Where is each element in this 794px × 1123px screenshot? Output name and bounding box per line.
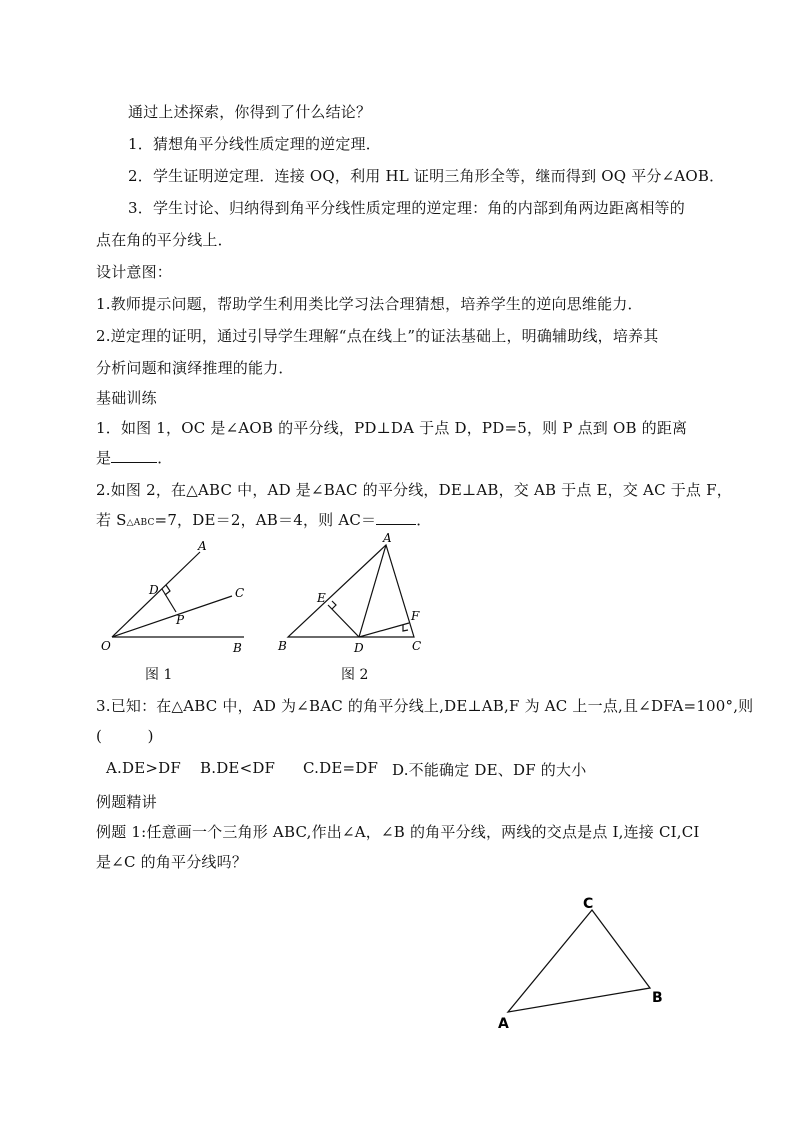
example-1-line-2: 是∠C 的角平分线吗？: [96, 853, 248, 871]
fig1-label-c: C: [235, 586, 245, 600]
figure-2-caption: 图 2: [341, 667, 369, 683]
fig1-label-d: D: [149, 583, 159, 597]
option-c: C.DE=DF: [303, 759, 379, 777]
q2-part-c: ．: [416, 511, 432, 529]
segment-df: [359, 623, 409, 637]
example-label-a: A: [498, 1016, 509, 1032]
right-angle-mark-e: [332, 601, 336, 609]
conclusion-item-1: 1．猜想角平分线性质定理的逆定理．: [128, 135, 381, 153]
conclusion-item-3: 3．学生讨论、归纳得到角平分线性质定理的逆定理：角的内部到角两边距离相等的: [128, 199, 685, 217]
answer-blank-1[interactable]: [111, 448, 157, 463]
question-1-line-1: 1．如图 1，OC 是∠AOB 的平分线，PD⊥DA 于点 D，PD=5，则 P 点到 OB 的距离: [96, 419, 688, 437]
q2-subscript: △ABC: [126, 518, 155, 528]
q1-suffix: ．: [157, 449, 173, 467]
answer-blank-2[interactable]: [376, 510, 416, 525]
fig1-label-a: A: [198, 539, 207, 553]
question-3-line-2: ( ): [96, 727, 154, 745]
conclusion-question: 通过上述探索，你得到了什么结论？: [128, 103, 372, 121]
right-angle-mark-d: [165, 585, 170, 595]
conclusion-item-2: 2．学生证明逆定理．连接 OQ，利用 HL 证明三角形全等，继而得到 OQ 平分∠AOB．: [128, 167, 725, 185]
question-2-line-2: [96, 509, 431, 530]
option-d: D.不能确定 DE、DF 的大小: [392, 761, 587, 779]
question-1-line-2: [96, 447, 172, 468]
example-heading: 例题精讲: [96, 793, 157, 811]
design-item-2-cont: 分析问题和演绎推理的能力．: [96, 359, 294, 377]
conclusion-item-3-cont: 点在角的平分线上．: [96, 231, 233, 249]
fig2-label-a: A: [383, 531, 392, 545]
segment-de: [328, 605, 359, 637]
fig2-label-b: B: [278, 639, 287, 653]
segment-dp: [162, 589, 176, 612]
segment-ad: [359, 545, 386, 637]
q2-part-b: =7，DE＝2，AB＝4，则 AC＝: [154, 511, 377, 529]
fig2-label-d: D: [354, 641, 364, 655]
example-1-line-1: 例题 1:任意画一个三角形 ABC,作出∠A，∠B 的角平分线，两线的交点是点 I,连接 CI,CI: [96, 823, 700, 841]
question-2-line-1: 2.如图 2，在△ABC 中，AD 是∠BAC 的平分线，DE⊥AB，交 AB 于点 E，交 AC 于点 F，: [96, 481, 732, 499]
right-angle-mark-f: [403, 625, 408, 631]
example-label-b: B: [652, 990, 663, 1006]
q2-part-a: 若 S: [96, 511, 127, 529]
training-heading: 基础训练: [96, 389, 157, 407]
design-heading: 设计意图：: [96, 263, 173, 281]
fig1-label-b: B: [233, 641, 242, 655]
question-3-line-1: 3.已知：在△ABC 中，AD 为∠BAC 的角平分线上,DE⊥AB,F 为 AC 上一点,且∠DFA=100°,则: [96, 697, 754, 715]
fig1-label-p: P: [176, 613, 185, 627]
option-a: A.DE>DF: [106, 759, 181, 777]
ray-oc: [112, 596, 232, 637]
design-item-1: 1.教师提示问题，帮助学生利用类比学习法合理猜想，培养学生的逆向思维能力．: [96, 295, 643, 313]
q1-prefix: 是: [96, 449, 112, 467]
triangle-abc: [288, 545, 414, 637]
example-label-c: C: [583, 896, 594, 912]
triangle-outline: [508, 910, 650, 1012]
fig2-label-e: E: [317, 591, 326, 605]
fig1-label-o: O: [101, 639, 111, 653]
design-item-2: 2.逆定理的证明，通过引导学生理解“点在线上”的证法基础上，明确辅助线，培养其: [96, 327, 659, 345]
option-b: B.DE<DF: [200, 759, 276, 777]
fig2-label-c: C: [412, 639, 422, 653]
figure-1-caption: 图 1: [145, 667, 173, 683]
fig2-label-f: F: [411, 609, 420, 623]
ray-oa: [112, 552, 200, 637]
